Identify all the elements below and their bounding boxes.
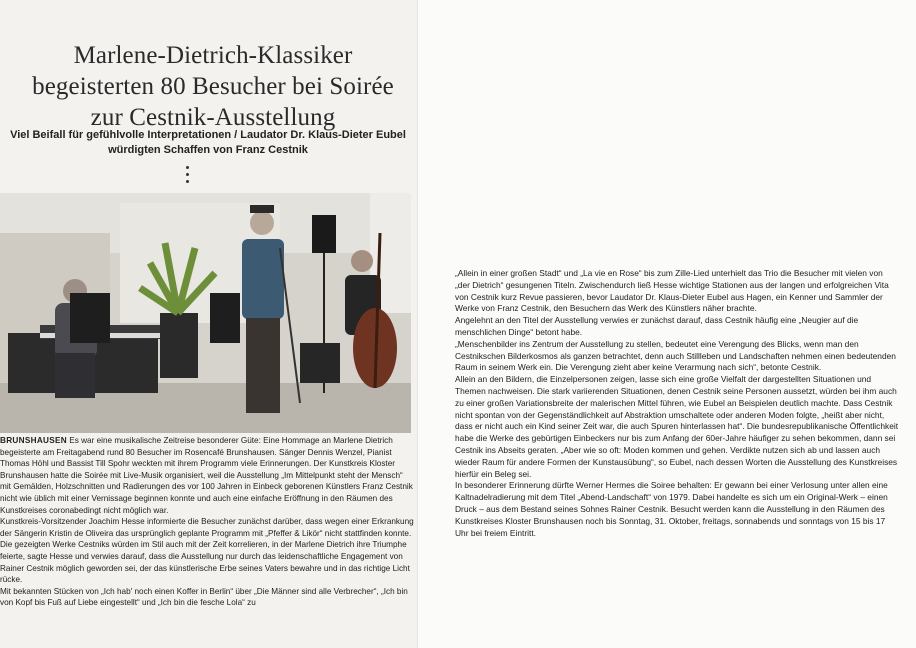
body-paragraph: „Menschenbilder ins Zentrum der Ausstellung zu stellen, bedeutet eine Verengung des Blicks, wenn man den Cestnikschen Bilderkosmos als ganzen betrachtet, denn auch Stillleben und Landschaften nehmen einen bedeutenden Raum in seinem Werk ein. Die Verengung zieht aber keine Verarmung nach sich“, betonte Cestnik. [455, 338, 896, 373]
body-paragraph: Kunstkreis-Vorsitzender Joachim Hesse informierte die Besucher zunächst darüber, dass wegen einer Erkrankung der Sängerin Kristin de Oliveira das ursprünglich geplante Programm mit „Pfeffer & Likör“ nicht stattfinden konnte. Die gezeigten Werke Cestniks würden im Stil auch mit der Zeit korrelieren, in der Marlene Dietrich ihre Triumphe feierte, sagte Hesse und verwies darauf, dass die Ausstellung nur durch das leidenschaftliche Engagement von Rainer Cestnik möglich geworden sei, der das künstlerische Erbe seines Vaters bewahre und in das richtige Licht rücke. [0, 517, 414, 585]
body-paragraph: Angelehnt an den Titel der Ausstellung verwies er zunächst darauf, dass Cestnik häufig eine „Neugier auf die menschlichen Dinge“ betont habe. [455, 315, 859, 337]
right-column [455, 268, 900, 539]
subhead-line: Viel Beifall für gefühlvolle Interpretationen / Laudator Dr. Klaus-Dieter Eubel [10, 129, 406, 141]
left-column [0, 435, 414, 609]
body-paragraph: „Allein in einer großen Stadt“ und „La vie en Rose“ bis zum Zille-Lied unterhielt das Trio die Besucher mit vielen von „der Dietrich“ gesungenen Titeln. Zwischendurch ließ Hesse wichtige Stationen aus der langen und erfolgreichen Vita von Cestnik kurz Revue passieren, bevor Laudator Dr. Klaus-Dieter Eubel aus Hagen, ein Kenner und Sammler der Werke von Franz Cestnik, den Besuchern das Werk des Künstlers näher brachte. [455, 268, 889, 314]
body-paragraph: Allein an den Bildern, die Einzelpersonen zeigen, lasse sich eine große Vielfalt der dargestellten Situationen und Themen nachweisen. Die stark variierenden Situationen, denen Cestnik seine Personen aussetzt, würden bei ihm auch zu einer großen Variationsbreite der malerischen Mittel führen, wie Eubel an Beispielen deutlich machte. Dass Cestnik nicht spontan von der Gegenständlichkeit auf Abstraktion umschaltete oder anderen Moden folgte, „heißt aber nicht, dass er nicht auch ein Kind seiner Zeit war, die auch Spuren hinterlassen hat“. Die bundesrepublikanische Öffentlichkeit habe die Werke des gebürtigen Einbeckers nur bis zum Anfang der 60er-Jahre häufiger zu sehen bekommen, dann sei Cestnik ins Abseits geraten. „Aber wie so oft: Moden kommen und gehen. Verdikte nutzen sich ab und lassen auch wieder Raum für andere Formen der Kunstausübung“, so Eubel, nach dessen Worten die Ausstellung des Kunstkreises hierfür ein Beleg sei. [455, 374, 899, 479]
article-subhead [0, 128, 416, 158]
lead-paragraph [0, 435, 414, 516]
article-headline [8, 40, 418, 133]
body-paragraph: In besonderer Erinnerung dürfte Werner Hermes die Soiree behalten: Er gewann bei einer Verlosung unter allen eine Kaltnadelradierung mit dem Titel „Abend-Landschaft“ von 1979. Dabei handelte es sich um ein Original-Werk – einen Druck – aus dem Bestand seines Sohnes Rainer Cestnik. Besucht werden kann die Ausstellung in den Räumen des Kunstkreises Kloster Brunshausen noch bis Sonntag, 31. Oktober, freitags, sonnabends und sonntags von 15 bis 17 Uhr bei freiem Eintritt. [455, 480, 888, 538]
headline-line: Marlene-Dietrich-Klassiker [73, 42, 353, 69]
article-photo [0, 193, 411, 433]
lead-text: Es war eine musikalische Zeitreise besonderer Güte: Eine Hommage an Marlene Dietrich begeisterte am Freitagabend rund 80 Besucher im Rosencafé Brunshausen. Sänger Dennis Wenzel, Pianist Thomas Höhl und Bassist Till Spohr weckten mit ihrem Programm viele Erinnerungen. Der Kunstkreis Kloster Brunshausen hatte die Soirée mit Live-Musik organisiert, weil die Ausstellung „Im Mittelpunkt steht der Mensch“ mit Gemälden, Holzschnitten und Radierungen des vor 100 Jahren in Einbeck geborenen Künstlers Franz Cestnik nicht wie üblich mit einer Vernissage beginnen konnte und auch eine einfache Eröffnung in den Räumen des Kunstkreises coronabedingt nicht möglich war. [0, 436, 413, 515]
subhead-line: würdigten Schaffen von Franz Cestnik [108, 144, 308, 156]
body-paragraph: Mit bekannten Stücken von „Ich hab' noch einen Koffer in Berlin“ über „Die Männer sind alle Verbrecher“, „Ich bin von Kopf bis Fuß auf Liebe eingestellt“ und „Ich bin die fesche Lola“ zu [0, 586, 408, 608]
headline-line: zur Cestnik-Ausstellung [90, 104, 336, 131]
headline-line: begeisterten 80 Besucher bei Soirée [32, 73, 394, 100]
separator-dots [186, 166, 190, 187]
dateline: BRUNSHAUSEN [0, 436, 67, 445]
